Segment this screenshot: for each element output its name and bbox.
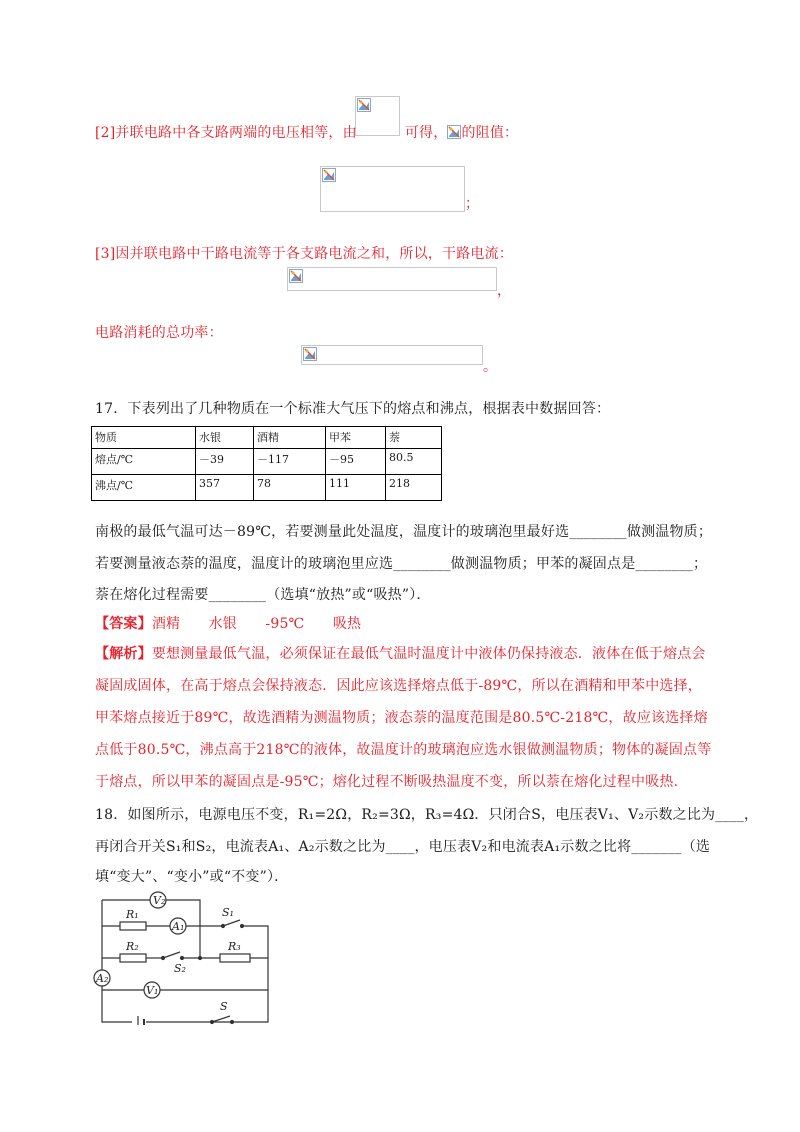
- broken-image-icon: [357, 98, 371, 112]
- q17-answer: [95, 613, 361, 633]
- properties-table: [91, 426, 442, 501]
- table-cell: 111: [326, 475, 386, 501]
- resistor-r1: [120, 922, 146, 930]
- table-cell: 80.5: [386, 449, 442, 475]
- switch-s2: [163, 952, 180, 958]
- label-a2: A₂: [96, 972, 109, 985]
- label-s: S: [220, 1000, 228, 1013]
- broken-image-icon: [289, 269, 303, 283]
- analysis-text: 要想测量最低气温，必须保证在最低气温时温度计中液体仍保持液态．液体在低于熔点会: [151, 646, 706, 662]
- answer-label: 【答案】: [95, 616, 152, 632]
- table-cell: 218: [386, 475, 442, 501]
- q17-analysis-line2: 凝固成固体，在高于熔点会保持液态．因此应该选择熔点低于-89℃，所以在酒精和甲苯中选择，: [95, 678, 703, 694]
- table-cell: 熔点/℃: [92, 449, 196, 475]
- q17-line2: 若要测量液态萘的温度，温度计的玻璃泡里应选________做测温物质；甲苯的凝固点是________；: [95, 556, 708, 572]
- table-cell: 水银: [196, 427, 254, 449]
- part2-text-c: 的阻值：: [461, 125, 519, 141]
- formula-image-4: [301, 345, 483, 365]
- resistor-r2: [120, 954, 146, 962]
- table-cell: 酒精: [254, 427, 326, 449]
- power-text: 电路消耗的总功率：: [95, 325, 223, 341]
- answer-text: 酒精 水银 -95℃ 吸热: [151, 616, 362, 632]
- table-header-row: [92, 427, 442, 449]
- label-v2: V₂: [153, 894, 166, 907]
- resistor-r3: [220, 954, 250, 962]
- part2-text-a: [2]并联电路中各支路两端的电压相等，由: [95, 125, 357, 141]
- label-a1: A₁: [172, 920, 185, 933]
- formula-image-3: [287, 267, 497, 291]
- table-row: [92, 449, 442, 475]
- label-s2: S₂: [174, 962, 186, 975]
- label-r2: R₂: [126, 940, 139, 953]
- wire: [232, 990, 268, 1022]
- table-cell: －39: [196, 449, 254, 475]
- part2-semicolon: ；: [465, 196, 480, 212]
- table-cell: 357: [196, 475, 254, 501]
- formula-image-2: [320, 166, 465, 212]
- q17-stem: 17．下表列出了几种物质在一个标准大气压下的熔点和沸点，根据表中数据回答：: [95, 401, 611, 417]
- table-cell: 78: [254, 475, 326, 501]
- table-cell: －95: [326, 449, 386, 475]
- table-cell: 沸点/℃: [92, 475, 196, 501]
- analysis-label: 【解析】: [95, 646, 152, 662]
- q18-line1: 18．如图所示，电源电压不变，R₁=2Ω，R₂=3Ω，R₃=4Ω．只闭合S，电压表V₁、V₂示数之比为____，: [95, 807, 759, 823]
- table-cell: 物质: [92, 427, 196, 449]
- broken-image-icon: [322, 168, 336, 182]
- q17-analysis-line5: 于熔点，所以甲苯的凝固点是-95℃；熔化过程不断吸热温度不变，所以萘在熔化过程中吸热．: [95, 774, 688, 790]
- table-cell: 甲苯: [326, 427, 386, 449]
- q17-analysis-line3: 甲苯熔点接近于89℃，故选酒精为测温物质；液态萘的温度范围是80.5℃-218℃，故应该选择熔: [95, 710, 708, 726]
- table-cell: －117: [254, 449, 326, 475]
- switch-s1: [223, 920, 240, 926]
- circuit-diagram: [92, 880, 282, 1025]
- label-r3: R₃: [228, 940, 241, 953]
- q17-line1: 南极的最低气温可达－89℃，若要测量此处温度，温度计的玻璃泡里最好选________做测温物质；: [95, 524, 713, 540]
- q18-line2: 再闭合开关S₁和S₂，电流表A₁、A₂示数之比为____，电压表V₂和电流表A₁示数之比将_______（选: [95, 839, 711, 855]
- power-period: 。: [483, 359, 498, 375]
- q17-analysis-line1: [95, 643, 706, 663]
- broken-image-icon: [447, 125, 461, 139]
- table-cell: 萘: [386, 427, 442, 449]
- q18-line3: 填“变大”、“变小”或“不变”）．: [95, 869, 289, 885]
- table-row: [92, 475, 442, 501]
- part2-line: [95, 122, 518, 142]
- label-v1: V₁: [146, 984, 159, 997]
- part3-text: [3]因并联电路中干路电流等于各支路电流之和，所以，干路电流：: [95, 246, 514, 262]
- q17-analysis-line4: 点低于80.5℃，沸点高于218℃的液体，故温度计的玻璃泡应选水银做测温物质；物体的凝固点等: [95, 742, 712, 758]
- broken-image-icon: [303, 347, 317, 361]
- label-r1: R₁: [126, 908, 139, 921]
- part3-comma: ，: [497, 283, 512, 299]
- q17-line3: 萘在熔化过程需要________（选填“放热”或“吸热”）．: [95, 587, 431, 603]
- part2-text-b: 可得，: [404, 125, 448, 141]
- label-s1: S₁: [222, 906, 234, 919]
- switch-s: [212, 1016, 230, 1022]
